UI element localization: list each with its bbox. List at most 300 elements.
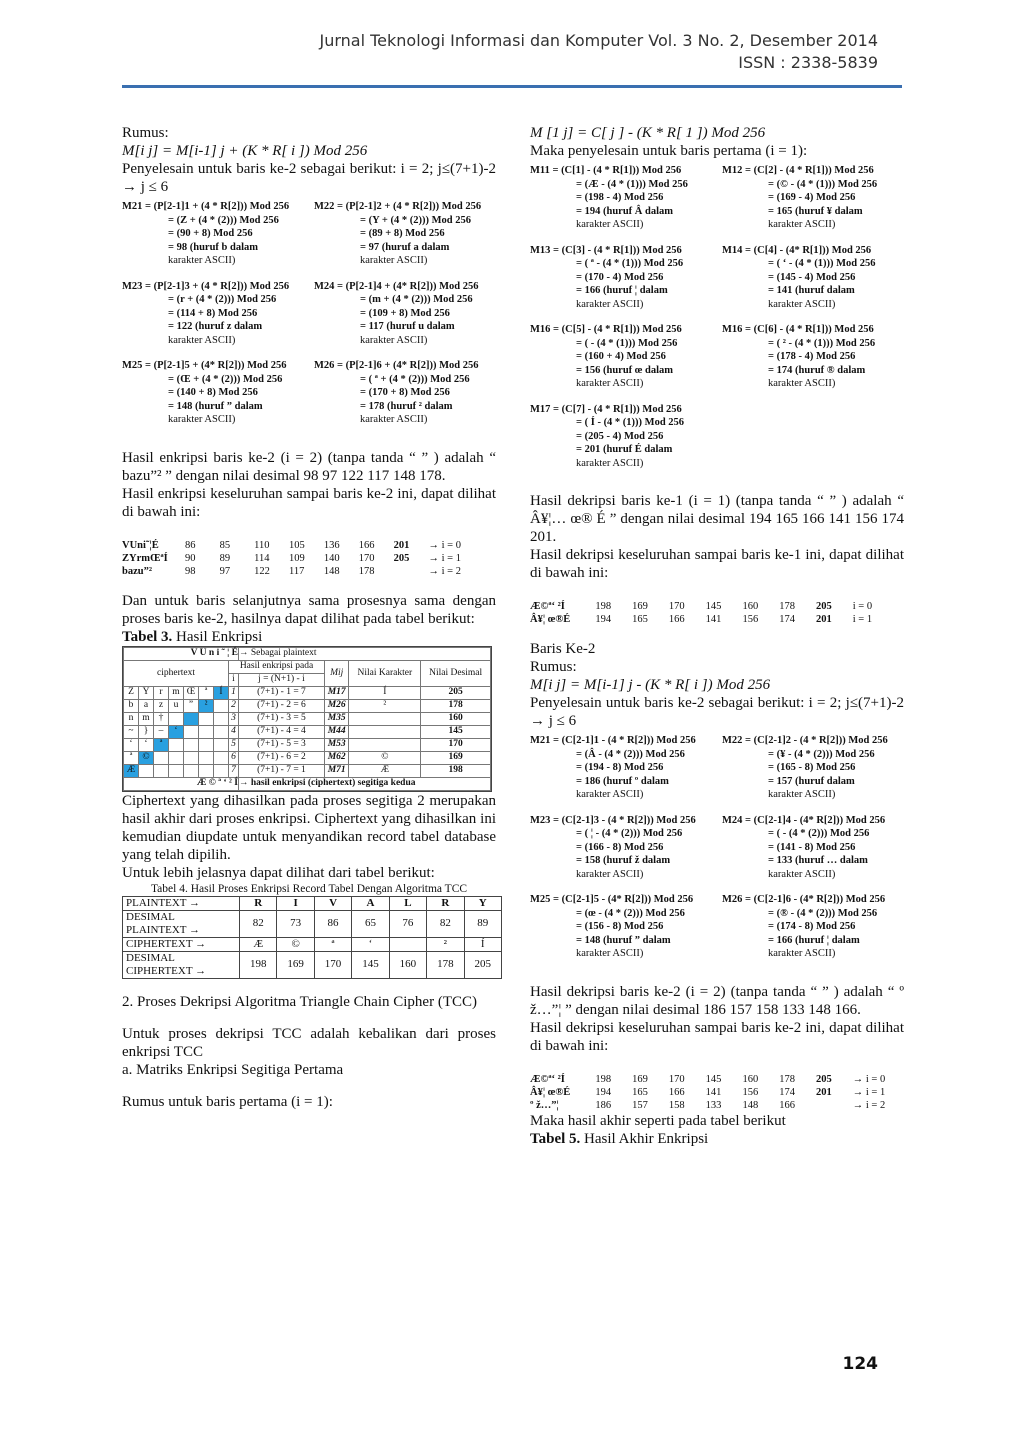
formula-dekripsi-1: M [1 j] = C[ j ] - (K * R[ 1 ]) Mod 256 (530, 125, 766, 141)
intro-dekripsi-2: Penyelesain untuk baris ke-2 sebagai berikut: i = 2; j≤(7+1)-2 → j ≤ 6 (530, 695, 904, 729)
j-cell: (7+1) - 5 = 3 (238, 738, 324, 751)
result-cell: 141 (705, 1086, 722, 1098)
result-row (530, 600, 910, 613)
calc-line: M12 = (C[2] - (4 * R[1])) Mod 256 (722, 165, 874, 176)
header-nilai-desimal: Nilai Desimal (421, 660, 491, 686)
row-label: DESIMAL PLAINTEXT → (123, 910, 240, 937)
calc-line: = (205 - 4) Mod 256 (576, 430, 664, 442)
cipher-cell: ² (199, 699, 214, 712)
cipher-cell (199, 725, 214, 738)
calc-block (314, 280, 496, 348)
calc-block (722, 164, 904, 232)
calc-line: = 201 (huruf É dalam (576, 444, 673, 455)
calc-line: karakter ASCII) (768, 948, 836, 959)
result-cell: 148 (742, 1099, 759, 1111)
calc-line: = 158 (huruf ž dalam (576, 855, 671, 866)
cipher-cell (169, 712, 184, 725)
result-cell: 109 (289, 552, 305, 564)
calc-line: = 98 (huruf b dalam (168, 241, 258, 253)
cipher-cell: z (154, 699, 169, 712)
rumus-label: Rumus: (122, 125, 169, 141)
calc-line: karakter ASCII) (168, 334, 236, 346)
calc-line: = (178 - 4) Mod 256 (768, 351, 856, 362)
calc-line: M22 = (C[2-1]2 - (4 * R[2])) Mod 256 (722, 735, 888, 746)
calc-line: = (Œ + (4 * (2))) Mod 256 (168, 373, 283, 385)
result-cell: 201 (815, 1086, 832, 1098)
result-cell: 169 (632, 601, 648, 612)
d-cell: 178 (421, 699, 491, 712)
result-cell: 165 (632, 614, 648, 625)
result-cell: → i = 1 (852, 1086, 886, 1098)
calc-group (530, 164, 904, 478)
cipher-cell: b (124, 699, 139, 712)
result-row (122, 565, 482, 578)
dekripsi-text: Untuk proses dekripsi TCC adalah kebalikan dari proses enkripsi TCC (122, 1025, 496, 1060)
result-cell: 178 (358, 565, 375, 577)
right-column (530, 124, 904, 1148)
calc-line: = 148 (huruf ” dalam (168, 400, 263, 412)
result-cell: 174 (779, 614, 795, 625)
calc-line: = 186 (huruf º dalam (576, 775, 669, 787)
calc-line: M21 = (C[2-1]1 - (4 * R[2])) Mod 256 (530, 735, 696, 746)
calc-line: = ( Í - (4 * (1))) Mod 256 (576, 417, 685, 428)
i-cell: 3 (229, 712, 239, 725)
calc-line: = ( ¦ - (4 * (2))) Mod 256 (576, 828, 683, 839)
calc-line: = (Z + (4 * (2))) Mod 256 (168, 214, 279, 226)
calc-line: M26 = (C[2-1]6 - (4* R[2])) Mod 256 (722, 894, 886, 905)
result-row (530, 1073, 910, 1086)
result-cell: → i = 2 (428, 565, 461, 577)
cipher-cell: } (139, 725, 154, 738)
calc-group (122, 200, 496, 435)
result-cell: Æ©ª‘ ²Í (530, 601, 565, 612)
table-cell (389, 937, 426, 951)
table-cell: 170 (314, 951, 351, 978)
result-row (530, 1099, 910, 1112)
cipher-cell: n (124, 712, 139, 725)
cipher-cell (169, 738, 184, 751)
d-cell: 145 (421, 725, 491, 738)
j-cell: (7+1) - 4 = 4 (238, 725, 324, 738)
table-cell: 205 (464, 951, 501, 978)
calc-line: M17 = (C[7] - (4 * R[1])) Mod 256 (530, 403, 682, 415)
cipher-paragraph: Ciphertext yang dihasilkan pada proses segitiga 2 merupakan hasil akhir dari proses enkripsi. Ciphertext yang dihasilkan ini kemudian diupdate untuk menyandikan record tabel database yang telah dipilih. (122, 792, 496, 863)
result-table (122, 539, 482, 578)
table-row (124, 699, 491, 712)
rumus-baris1: Rumus untuk baris pertama (i = 1): (122, 1093, 333, 1110)
calc-line: = (160 + 4) Mod 256 (576, 351, 666, 362)
result-cell: 148 (323, 565, 340, 577)
calc-line: = ( ª + (4 * (2))) Mod 256 (360, 373, 470, 385)
calc-row (530, 244, 904, 312)
calc-line: = 157 (huruf dalam (768, 775, 855, 787)
result-cell: → i = 0 (428, 539, 461, 551)
result-cell: 156 (742, 1086, 759, 1098)
calc-block (314, 359, 496, 427)
table-cell: ª (314, 937, 351, 951)
calc-line: = 117 (huruf u dalam (360, 321, 455, 332)
result-cell: 166 (668, 1086, 685, 1098)
item-a: a. Matriks Enkripsi Segitiga Pertama (122, 1061, 344, 1078)
table-cell: ² (427, 937, 464, 951)
m-cell: M44 (324, 725, 348, 738)
hasil-enkripsi-2: Hasil enkripsi keseluruhan sampai baris ke-2 ini, dapat dilihat di bawah ini: (122, 485, 496, 520)
cipher-cell (199, 738, 214, 751)
calc-line: = 194 (huruf Â dalam (576, 205, 673, 217)
hasil-dekripsi-3: Hasil dekripsi baris ke-2 (i = 2) (tanpa tanda “ ” ) adalah “ º ž…”¦ ” dengan nilai desimal 186 157 158 133 148 166. (530, 983, 904, 1018)
calc-row (530, 403, 904, 471)
cipher-cell: ª (154, 738, 169, 751)
j-cell: (7+1) - 2 = 6 (238, 699, 324, 712)
cipher-cell (169, 764, 184, 777)
table-row (123, 951, 502, 978)
journal-title: Jurnal Teknologi Informasi dan Komputer Vol. 3 No. 2, Desember 2014 (319, 31, 878, 50)
result-cell: 178 (779, 1073, 795, 1085)
result-cell: 198 (595, 601, 612, 612)
calc-row (122, 359, 496, 427)
result-cell: 136 (323, 539, 340, 551)
calc-row (530, 164, 904, 232)
result-cell: Â¥¦ œ®É (530, 614, 571, 625)
result-cell: bazu”² (122, 565, 152, 577)
calc-group (530, 734, 904, 969)
calc-line: karakter ASCII) (576, 378, 644, 389)
result-cell: → i = 0 (852, 1073, 886, 1085)
calc-line: karakter ASCII) (576, 789, 644, 800)
calc-line: = ( ² - (4 * (1))) Mod 256 (768, 337, 876, 349)
j-cell: (7+1) - 7 = 1 (238, 764, 324, 777)
cipher-cell: m (169, 686, 184, 699)
result-cell: 166 (358, 539, 375, 551)
calc-block (530, 403, 712, 471)
result-cell: 133 (705, 1099, 722, 1111)
calc-line: = (Â - (4 * (2))) Mod 256 (576, 748, 685, 760)
result-table (530, 600, 910, 626)
calc-block (122, 280, 304, 348)
calc-line: = 141 (huruf dalam (768, 285, 855, 296)
hasil-dekripsi-4: Hasil dekripsi keseluruhan sampai baris ke-2 ini, dapat dilihat di bawah ini: (530, 1019, 904, 1054)
header-hasil: Hasil enkripsi pada (229, 660, 325, 673)
calc-row (530, 323, 904, 391)
left-column (122, 124, 496, 1111)
calc-line: = (140 + 8) Mod 256 (168, 387, 258, 398)
table-row (124, 751, 491, 764)
calc-line: karakter ASCII) (768, 219, 836, 230)
result-cell: 170 (668, 601, 685, 612)
table-cell: 73 (277, 910, 314, 937)
calc-line: karakter ASCII) (576, 219, 644, 230)
table-row (124, 725, 491, 738)
journal-header (319, 30, 878, 74)
result-cell: 97 (219, 565, 231, 577)
table-row (123, 910, 502, 937)
calc-block (530, 164, 712, 232)
lebih-text: Untuk lebih jelasnya dapat dilihat dari tabel berikut: (122, 864, 435, 881)
calc-line: = (Y + (4 * (2))) Mod 256 (360, 214, 472, 226)
cipher-cell: Í (214, 686, 229, 699)
calc-line: = (109 + 8) Mod 256 (360, 307, 450, 319)
calc-line: = (198 - 4) Mod 256 (576, 192, 664, 203)
d-cell: 198 (421, 764, 491, 777)
result-cell: 145 (705, 601, 722, 612)
cipher-cell (214, 751, 229, 764)
table-cell: 65 (352, 910, 389, 937)
header-ciphertext: ciphertext (124, 660, 229, 686)
result-cell: 86 (184, 539, 196, 551)
calc-line: karakter ASCII) (360, 255, 428, 266)
result-cell: 166 (779, 1099, 795, 1111)
result-cell: 201 (393, 539, 410, 551)
table-row (124, 712, 491, 725)
cipher-cell (184, 738, 199, 751)
cipher-cell (214, 764, 229, 777)
calc-line: = (194 - 8) Mod 256 (576, 762, 664, 773)
k-cell: Í (349, 686, 421, 699)
calc-line: = ( - (4 * (2))) Mod 256 (768, 828, 870, 839)
table-cell: 169 (277, 951, 314, 978)
calc-line: M14 = (C[4] - (4* R[1])) Mod 256 (722, 244, 872, 256)
calc-block (314, 200, 496, 268)
calc-line: karakter ASCII) (576, 457, 644, 469)
calc-line: = 166 (huruf ¦ dalam (576, 285, 668, 296)
calc-line: = (Æ - (4 * (1))) Mod 256 (576, 178, 688, 190)
hasil-dekripsi-2: Hasil dekripsi keseluruhan sampai baris ke-1 ini, dapat dilihat di bawah ini: (530, 547, 904, 581)
header-mij: Mij (324, 660, 348, 686)
calc-line: = 156 (huruf œ dalam (576, 364, 673, 376)
hasil-dekripsi-1: Hasil dekripsi baris ke-1 (i = 1) (tanpa tanda “ ” ) adalah “ Â¥¦… œ® É ” dengan nilai desimal 194 165 166 141 156 174 201. (530, 493, 904, 545)
table-cell: A (352, 896, 389, 910)
m-cell: M71 (324, 764, 348, 777)
calc-block (122, 359, 304, 427)
table-cell: 82 (240, 910, 277, 937)
hasil-enkripsi-1: Hasil enkripsi baris ke-2 (i = 2) (tanpa tanda “ ” ) adalah “ bazu”² ” dengan nilai desimal 98 97 122 117 148 178. (122, 449, 496, 484)
result-cell: VUni˜¦É (122, 539, 159, 551)
result-cell: 194 (595, 1086, 612, 1098)
result-cell: º ž…”¦ (530, 1099, 559, 1111)
formula-dekripsi-2: M[i j] = M[i-1] j - (K * R[ i ]) Mod 256 (530, 677, 771, 693)
calc-line: M25 = (C[2-1]5 - (4* R[2])) Mod 256 (530, 894, 694, 905)
calc-line: karakter ASCII) (768, 298, 836, 310)
calc-line: karakter ASCII) (768, 378, 836, 389)
tabel3-image (122, 646, 492, 792)
result-row (122, 552, 482, 565)
calc-line: M16 = (C[5] - (4 * R[1])) Mod 256 (530, 324, 682, 335)
calc-line: = (170 + 8) Mod 256 (360, 387, 450, 398)
i-cell: 5 (229, 738, 239, 751)
table-cell: Y (464, 896, 501, 910)
cipher-cell (169, 751, 184, 764)
intro-text: Penyelesain untuk baris ke-2 sebagai berikut: i = 2; j≤(7+1)-2 → j ≤ 6 (122, 161, 496, 195)
calc-line: karakter ASCII) (768, 789, 836, 800)
result-cell: 166 (668, 614, 685, 625)
result-cell: 114 (254, 552, 270, 564)
m-cell: M17 (324, 686, 348, 699)
calc-line: = 174 (huruf ® dalam (768, 364, 866, 376)
calc-line: = 148 (huruf ” dalam (576, 934, 671, 946)
cipher-cell (214, 725, 229, 738)
result-cell: 198 (595, 1073, 612, 1085)
calc-line: M25 = (P[2-1]5 + (4* R[2])) Mod 256 (122, 360, 287, 371)
result-cell: 89 (219, 552, 231, 564)
cipher-cell: ª (199, 686, 214, 699)
m-cell: M62 (324, 751, 348, 764)
item-2: 2. Proses Dekripsi Algoritma Triangle Chain Cipher (TCC) (122, 993, 477, 1010)
cipher-cell: – (154, 725, 169, 738)
tabel5-caption: Tabel 5. Hasil Akhir Enkripsi (530, 1130, 709, 1147)
calc-line: M21 = (P[2-1]1 + (4 * R[2])) Mod 256 (122, 201, 290, 212)
table-cell: R (427, 896, 464, 910)
cipher-cell: u (169, 699, 184, 712)
calc-block (530, 323, 712, 391)
cipher-cell (184, 764, 199, 777)
calc-line: = (166 - 8) Mod 256 (576, 841, 664, 853)
calc-block (530, 734, 712, 802)
m-cell: M53 (324, 738, 348, 751)
cipher-cell: Œ (184, 686, 199, 699)
calc-line: M24 = (P[2-1]4 + (4* R[2])) Mod 256 (314, 280, 479, 292)
page-number: 124 (842, 1354, 878, 1374)
k-cell: ² (349, 699, 421, 712)
table-cell: 89 (464, 910, 501, 937)
result-cell (816, 1099, 853, 1112)
result-cell: 160 (742, 1073, 759, 1085)
d-cell: 160 (421, 712, 491, 725)
result-cell: 205 (393, 552, 410, 564)
cipher-cell (214, 712, 229, 725)
lanjut-text: Dan untuk baris selanjutnya sama prosesnya sama dengan proses baris ke-2, hasilnya dapat dilihat pada tabel berikut: (122, 592, 496, 627)
cipher-cell: ” (184, 699, 199, 712)
calc-line: = (174 - 8) Mod 256 (768, 921, 856, 932)
calc-line: = (® - (4 * (2))) Mod 256 (768, 907, 878, 919)
k-cell (349, 712, 421, 725)
table-cell: L (389, 896, 426, 910)
calc-line: karakter ASCII) (168, 255, 236, 266)
ciphertext-note: → hasil enkripsi (ciphertext) segitiga kedua (238, 777, 490, 790)
calc-line: = (m + (4 * (2))) Mod 256 (360, 294, 473, 305)
k-cell (349, 738, 421, 751)
header-j: j = (N+1) - i (238, 673, 324, 686)
table-cell: R (240, 896, 277, 910)
calc-line: = (89 + 8) Mod 256 (360, 228, 445, 239)
result-cell: 170 (358, 552, 375, 564)
table-cell: ‘ (352, 937, 389, 951)
i-cell: 7 (229, 764, 239, 777)
calc-line: = (¥ - (4 * (2))) Mod 256 (768, 748, 875, 760)
cipher-cell: a (139, 699, 154, 712)
k-cell: © (349, 751, 421, 764)
calc-block (722, 244, 904, 312)
calc-block (530, 893, 712, 961)
result-cell: 140 (323, 552, 340, 564)
cipher-cell: † (154, 712, 169, 725)
result-cell: → i = 1 (428, 552, 461, 564)
calc-line: = (141 - 8) Mod 256 (768, 841, 856, 853)
row-label: PLAINTEXT → (123, 896, 240, 910)
d-cell: 205 (421, 686, 491, 699)
cipher-cell: ‘ (169, 725, 184, 738)
tabel4 (122, 896, 502, 979)
calc-block (122, 200, 304, 268)
calc-line: = 178 (huruf ² dalam (360, 400, 453, 412)
cipher-cell: Y (139, 686, 154, 699)
result-cell: 194 (595, 614, 612, 625)
ciphertext-row: Æ © ª ‘ ² Í (124, 777, 239, 790)
calc-line: karakter ASCII) (576, 298, 644, 310)
calc-line: = (165 - 8) Mod 256 (768, 762, 856, 773)
result-cell: → i = 2 (852, 1099, 886, 1111)
calc-row (530, 893, 904, 961)
cipher-cell (214, 738, 229, 751)
calc-row (122, 200, 496, 268)
result-cell: 117 (289, 565, 305, 577)
result-cell: 158 (668, 1099, 685, 1111)
cipher-cell (184, 712, 199, 725)
cipher-cell (199, 764, 214, 777)
cipher-cell (184, 751, 199, 764)
cipher-cell: m (139, 712, 154, 725)
cipher-cell: © (139, 751, 154, 764)
calc-block (530, 244, 712, 312)
row-label: CIPHERTEXT → (123, 937, 240, 951)
calc-row (122, 280, 496, 348)
calc-line: M16 = (C[6] - (4 * R[1])) Mod 256 (722, 324, 874, 335)
result-cell: 157 (632, 1099, 648, 1111)
rumus-formula: M[i j] = M[i-1] j + (K * R[ i ]) Mod 256 (122, 143, 368, 159)
cipher-cell: ª (124, 751, 139, 764)
result-cell: 90 (184, 552, 196, 564)
calc-line: karakter ASCII) (576, 868, 644, 880)
j-cell: (7+1) - 3 = 5 (238, 712, 324, 725)
result-cell: ZYrmŒªÍ (122, 552, 168, 564)
calc-line: karakter ASCII) (576, 948, 644, 959)
table-cell: V (314, 896, 351, 910)
result-cell: 170 (668, 1073, 685, 1085)
calc-block (722, 734, 904, 802)
i-cell: 1 (229, 686, 239, 699)
calc-line: = 165 (huruf ¥ dalam (768, 205, 863, 217)
calc-line: M22 = (P[2-1]2 + (4 * R[2])) Mod 256 (314, 201, 482, 212)
result-cell: i = 0 (852, 601, 873, 612)
cipher-cell (214, 699, 229, 712)
plaintext-note: → Sebagai plaintext (238, 647, 490, 660)
calc-line: = 122 (huruf z dalam (168, 321, 263, 332)
header-rule (122, 85, 902, 88)
calc-line: = 97 (huruf a dalam (360, 241, 450, 253)
result-cell: 201 (815, 614, 832, 625)
table-row (124, 764, 491, 777)
result-cell: 205 (815, 601, 832, 612)
table-cell: Í (464, 937, 501, 951)
calc-line: karakter ASCII) (360, 414, 428, 425)
calc-row (530, 814, 904, 882)
j-cell: (7+1) - 1 = 7 (238, 686, 324, 699)
result-cell: 205 (815, 1073, 832, 1085)
k-cell (349, 725, 421, 738)
calc-line: M24 = (C[2-1]4 - (4* R[2])) Mod 256 (722, 814, 886, 826)
result-cell: 105 (289, 539, 305, 551)
table-cell: 86 (314, 910, 351, 937)
result-cell: 85 (219, 539, 231, 551)
calc-line: = 133 (huruf … dalam (768, 855, 868, 866)
maka-text: Maka hasil akhir seperti pada tabel berikut (530, 1112, 786, 1129)
calc-line: = (© - (4 * (1))) Mod 256 (768, 178, 878, 190)
intro-dekripsi-1: Maka penyelesain untuk baris pertama (i = 1): (530, 143, 808, 159)
calc-row (530, 734, 904, 802)
calc-line: = (145 - 4) Mod 256 (768, 271, 856, 283)
table-cell: 82 (427, 910, 464, 937)
issn: ISSN : 2338-5839 (738, 53, 878, 72)
result-cell: 122 (254, 565, 270, 577)
